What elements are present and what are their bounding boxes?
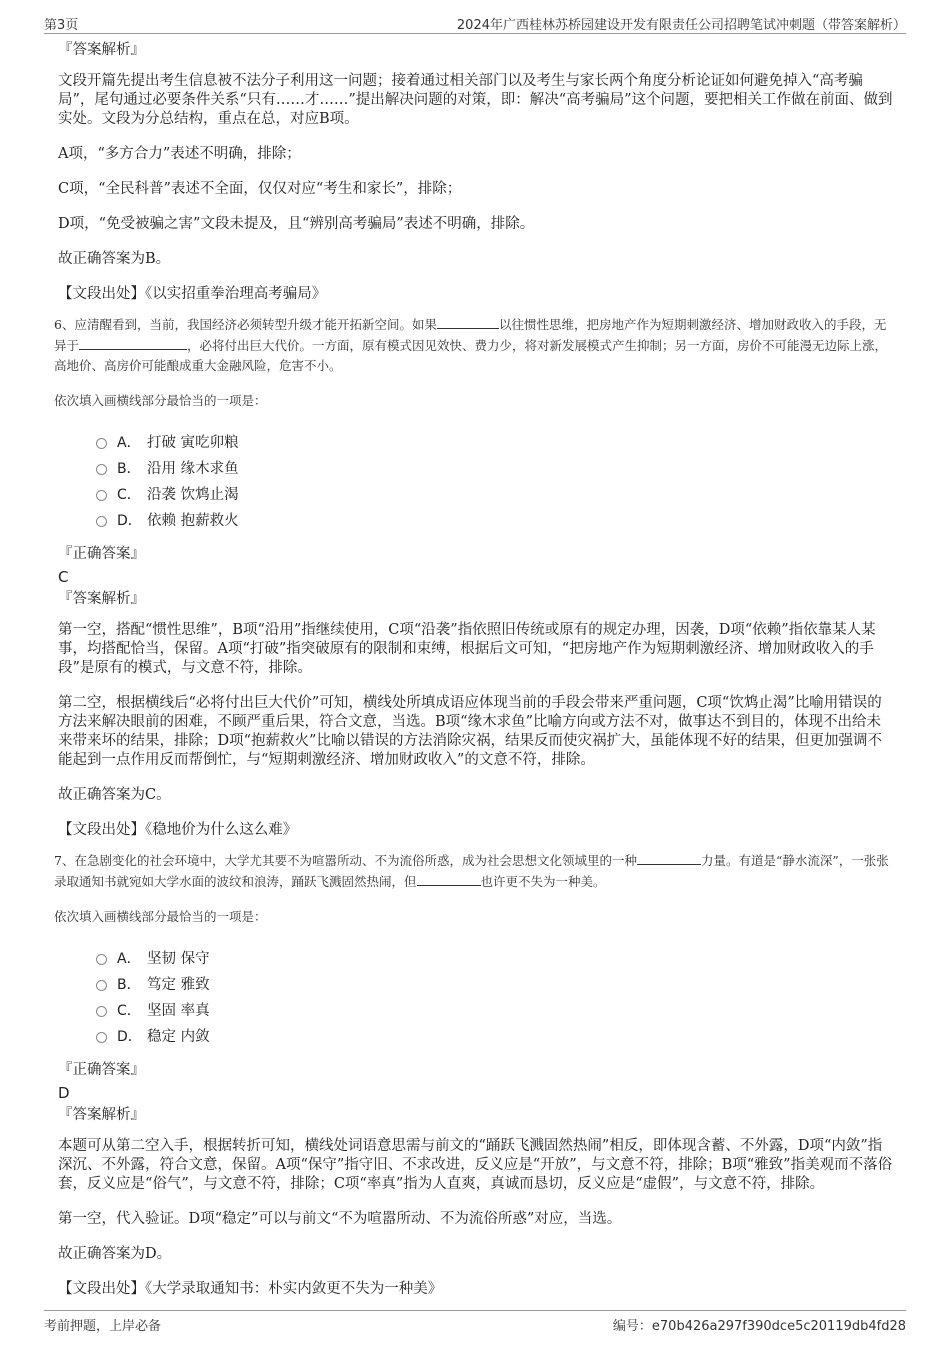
option-list [58, 946, 894, 1050]
correct-answer: D [58, 1084, 70, 1102]
option-c[interactable] [96, 482, 894, 508]
question-prompt: 依次填入画横线部分最恰当的一项是： [54, 909, 267, 924]
option-text: 坚韧 保守 [147, 951, 210, 967]
page-header [44, 14, 906, 32]
option-text: 沿用 缘木求鱼 [147, 461, 239, 477]
fill-blank [417, 871, 481, 886]
option-text: 沿袭 饮鸩止渴 [147, 487, 239, 503]
page-footer [44, 1315, 906, 1333]
footer-slogan: 考前押题，上岸必备 [44, 1319, 162, 1334]
analysis-paragraph: 第一空，代入验证。D项“稳定”可以与前文“不为喧嚣所动、不为流俗所惑”对应，当选。 [58, 1211, 622, 1227]
option-d[interactable] [96, 508, 894, 534]
question-text: 也许更不失为一种美。 [480, 874, 606, 889]
analysis-paragraph: A项，“多方合力”表述不明确，排除； [58, 146, 301, 162]
option-text: 坚固 率真 [147, 1003, 210, 1019]
option-list [58, 430, 894, 534]
analysis-paragraph: 第二空，根据横线后“必将付出巨大代价”可知，横线处所填成语应体现当前的手段会带来严重问题，C项“饮鸩止渴”比喻用错误的方法来解决眼前的困难，不顾严重后果，符合文意，当选。B项“缘木求鱼”比喻方向或方法不对，做事达不到目的，体现不出给未来带来坏的结果，排除；D项“抱薪救火”比喻以错误的方法消除灾祸，结果反而使灾祸扩大，虽能体现不好的结果，但更加强调不能起到一点作用反而帮倒忙，与“短期刺激经济、增加财政收入”的文意不符，排除。 [58, 695, 882, 768]
conclusion: 故正确答案为D。 [58, 1246, 172, 1262]
page-number: 第3页 [44, 18, 79, 33]
option-c[interactable] [96, 998, 894, 1024]
fill-blank [79, 335, 187, 350]
option-text: 打破 寅吃卯粮 [147, 435, 239, 451]
question-text: 力量。有道是“静水流深”，一张张录取通知书就宛如大学水面的波纹和浪涛，踊跃飞溅固然热闹，但 [54, 853, 889, 889]
question-text: ，必将付出巨大代价。一方面，原有模式因见效快、费力少，将对新发展模式产生抑制；另一方面，房价不可能漫无边际上涨，高地价、高房价可能酿成重大金融风险，危害不小。 [54, 338, 888, 373]
header-divider [44, 33, 906, 34]
option-letter: A． [117, 951, 141, 967]
option-text: 依赖 抱薪救火 [147, 513, 239, 529]
fill-blank [437, 314, 499, 329]
question-text: 7、在急剧变化的社会环境中，大学尤其要不为喧嚣所动、不为流俗所惑，成为社会思想文化领域里的一种 [54, 853, 637, 868]
radio-icon[interactable] [96, 464, 107, 475]
radio-icon[interactable] [96, 490, 107, 501]
document-title: 2024年广西桂林苏桥园建设开发有限责任公司招聘笔试冲刺题（带答案解析） [456, 18, 906, 33]
radio-icon[interactable] [96, 954, 107, 965]
analysis-paragraph: 文段开篇先提出考生信息被不法分子利用这一问题；接着通过相关部门以及考生与家长两个角度分析论证如何避免掉入“高考骗局”，尾句通过必要条件关系“只有……才……”提出解决问题的对策，即：解决“高考骗局”这个问题，要把相关工作做在前面、做到实处。文段为分总结构，重点在总，对应B项。 [58, 73, 893, 127]
analysis-label: 『答案解析』 [58, 1107, 145, 1123]
source-citation: 【文段出处】《大学录取通知书：朴实内敛更不失为一种美》 [58, 1281, 443, 1297]
option-letter: D． [117, 1029, 142, 1045]
radio-icon[interactable] [96, 980, 107, 991]
question-text: 以往惯性思维，把房地产作为短期刺激经济、增加财政收入的手段，无异于 [54, 317, 887, 353]
option-letter: C． [117, 487, 141, 503]
option-letter: B． [117, 461, 141, 477]
radio-icon[interactable] [96, 1032, 107, 1043]
option-letter: D． [117, 513, 142, 529]
option-letter: C． [117, 1003, 141, 1019]
document-code: 编号：e70b426a297f390dce5c20119db4fd28 [612, 1319, 906, 1334]
question-prompt: 依次填入画横线部分最恰当的一项是： [54, 393, 267, 408]
question-text: 6、应清醒看到，当前，我国经济必须转型升级才能开拓新空间。如果 [54, 317, 437, 332]
question-7 [54, 850, 894, 892]
footer-divider [44, 1310, 906, 1311]
conclusion: 故正确答案为B。 [58, 251, 171, 267]
option-d[interactable] [96, 1024, 894, 1050]
option-b[interactable] [96, 972, 894, 998]
radio-icon[interactable] [96, 1006, 107, 1017]
analysis-paragraph: 第一空，搭配“惯性思维”，B项“沿用”指继续使用，C项“沿袭”指依照旧传统或原有的规定办理，因袭，D项“依赖”指依靠某人某事，均搭配恰当，保留。A项“打破”指突破原有的限制和束缚，根据后文可知，“把房地产作为短期刺激经济、增加财政收入的手段”是原有的模式，与文意不符，排除。 [58, 622, 876, 676]
correct-answer: C [58, 568, 69, 586]
source-citation: 【文段出处】《稳地价为什么这么难》 [58, 822, 298, 838]
correct-answer-label: 『正确答案』 [58, 1062, 145, 1078]
analysis-paragraph: D项，“免受被骗之害”文段未提及，且“辨别高考骗局”表述不明确，排除。 [58, 216, 535, 232]
analysis-label: 『答案解析』 [58, 42, 145, 58]
option-letter: A． [117, 435, 141, 451]
radio-icon[interactable] [96, 516, 107, 527]
option-letter: B． [117, 977, 141, 993]
source-citation: 【文段出处】《以实招重拳治理高考骗局》 [58, 286, 327, 302]
option-text: 笃定 雅致 [147, 977, 210, 993]
analysis-paragraph: 本题可从第二空入手，根据转折可知，横线处词语意思需与前文的“踊跃飞溅固然热闹”相反，即体现含蓄、不外露，D项“内敛”指深沉、不外露，符合文意，保留。A项“保守”指守旧、不求改进，反义应是“开放”，与文意不符，排除；B项“雅致”指美观而不落俗套，反义应是“俗气”，与文意不符，排除；C项“率真”指为人直爽，真诚而恳切，反义应是“虚假”，与文意不符，排除。 [58, 1138, 893, 1192]
option-text: 稳定 内敛 [147, 1029, 210, 1045]
analysis-label: 『答案解析』 [58, 591, 145, 607]
question-6 [54, 314, 894, 376]
page-content [54, 40, 894, 1309]
analysis-paragraph: C项，“全民科普”表述不全面，仅仅对应“考生和家长”，排除； [58, 181, 462, 197]
radio-icon[interactable] [96, 438, 107, 449]
conclusion: 故正确答案为C。 [58, 787, 171, 803]
fill-blank [637, 850, 701, 865]
option-a[interactable] [96, 946, 894, 972]
option-b[interactable] [96, 456, 894, 482]
option-a[interactable] [96, 430, 894, 456]
correct-answer-label: 『正确答案』 [58, 546, 145, 562]
